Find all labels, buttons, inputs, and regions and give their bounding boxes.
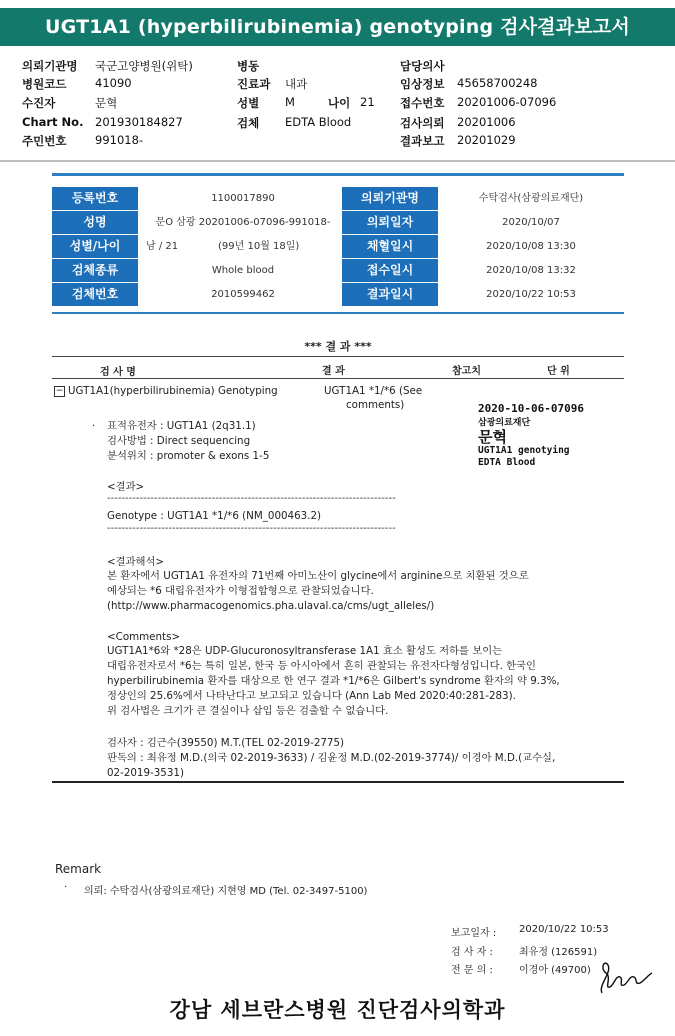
info-value: 2020/10/08 13:30: [486, 241, 576, 252]
info-value: (99년 10월 18일): [218, 241, 300, 252]
header-value: M: [285, 95, 295, 109]
header-value: 20201006-07096: [457, 95, 557, 109]
info-value: 문O 삼광 20201006-07096-991018-: [155, 217, 331, 228]
report-date: 2020/10/22 10:53: [519, 924, 609, 935]
info-value: 남 / 21: [146, 241, 179, 252]
result-heading: <결과>: [107, 481, 145, 493]
report-date-label: 보고일자 :: [451, 928, 497, 939]
header-label: 병동: [237, 59, 260, 73]
header-label: 성별: [237, 96, 260, 110]
info-value: 2020/10/22 10:53: [486, 289, 576, 300]
interpretation-heading: <결과해석>: [107, 556, 165, 568]
header-label: 결과보고: [400, 134, 445, 148]
remark-text: 의뢰: 수탁검사(삼광의료재단) 지현영 MD (Tel. 02-3497-5100): [84, 886, 368, 897]
result-value: UGT1A1 *1/*6 (See: [324, 385, 423, 397]
report-title: UGT1A1 (hyperbilirubinemia) genotyping 검사결과보고서: [0, 8, 675, 46]
result-value: comments): [346, 399, 405, 411]
interpretation-line: (http://www.pharmacogenomics.pha.ulaval.ca/cms/ugt_alleles/): [107, 600, 435, 612]
info-value: 2010599462: [211, 289, 275, 300]
reader-line: 02-2019-3531): [107, 767, 184, 779]
col-header-unit: 단 위: [547, 366, 570, 377]
info-value: 2020/10/07: [502, 217, 560, 228]
header-label: 검사의뢰: [400, 116, 445, 130]
results-rule: [52, 378, 624, 379]
table-bottom-rule: [52, 312, 624, 314]
comment-line: hyperbilirubinemia 환자를 대상으로 한 연구 결과 *1/*6은 Gilbert's syndrome 환자의 약 9.3%,: [107, 675, 560, 687]
info-label: 접수일시: [342, 259, 438, 282]
header-value: 41090: [95, 76, 132, 90]
info-value: 2020/10/08 13:32: [486, 265, 576, 276]
info-label: 검체번호: [52, 283, 138, 306]
comments-heading: <Comments>: [107, 631, 181, 643]
comment-line: 위 검사법은 크기가 큰 결실이나 삽입 등은 검출할 수 없습니다.: [107, 705, 389, 717]
header-value: 45658700248: [457, 76, 538, 90]
info-value: 1100017890: [211, 193, 275, 204]
col-header-test: 검 사 명: [100, 367, 136, 378]
col-header-result: 결 과: [322, 366, 345, 377]
header-value: 20201029: [457, 133, 516, 147]
results-rule: [52, 356, 624, 357]
comment-line: 대립유전자로서 *6는 특히 일본, 한국 등 아시아에서 흔히 관찰되는 유전자다형성입니다. 한국인: [107, 660, 536, 672]
method: 검사방법 : Direct sequencing: [107, 435, 251, 447]
divider: --------------------------------------------------------------------------------: [107, 523, 396, 534]
target-gene: 표적유전자 : UGT1A1 (2q31.1): [107, 420, 256, 432]
info-label: 채혈일시: [342, 235, 438, 258]
patient-info-table: [52, 183, 624, 310]
specialist-name: 이경아 (49700): [519, 965, 591, 976]
info-label: 결과일시: [342, 283, 438, 306]
info-label: 의뢰일자: [342, 211, 438, 234]
header-value: 내과: [285, 77, 308, 91]
remark-title: Remark: [55, 862, 102, 876]
reader-line: 판독의 : 최유정 M.D.(의국 02-2019-3633) / 김윤정 M.D.(02-2019-3774)/ 이경아 M.D.(교수실,: [107, 752, 556, 764]
header-value: 20201006: [457, 115, 516, 129]
header-divider: [0, 160, 675, 162]
header-label: 담당의사: [400, 59, 445, 73]
info-label: 의뢰기관명: [342, 187, 438, 210]
institution-name: 강남 세브란스병원 진단검사의학과: [169, 998, 506, 1022]
header-label: 병원코드: [22, 77, 67, 91]
header-value: 991018-: [95, 133, 144, 147]
stamp-specimen: EDTA Blood: [478, 457, 536, 468]
header-label: 주민번호: [22, 134, 67, 148]
stamp-test: UGT1A1 genotying: [478, 445, 570, 456]
header-label: 나이: [328, 96, 351, 110]
tester-label: 검 사 자 :: [451, 947, 493, 958]
tester-line: 검사자 : 김근수(39550) M.T.(TEL 02-2019-2775): [107, 737, 345, 749]
header-value: EDTA Blood: [285, 115, 352, 129]
header-label: 진료과: [237, 77, 271, 91]
stamp-id: 2020-10-06-07096: [478, 402, 584, 415]
divider: --------------------------------------------------------------------------------: [107, 493, 396, 504]
header-label: 수진자: [22, 96, 56, 110]
collapse-icon: −: [55, 386, 64, 396]
header-value: 201930184827: [95, 115, 183, 129]
header-label: Chart No.: [22, 115, 84, 129]
results-title: *** 결 과 ***: [304, 340, 372, 353]
header-label: 의뢰기관명: [22, 59, 78, 73]
header-value: 문혁: [95, 96, 118, 110]
analysis-region: 분석위치 : promoter & exons 1-5: [107, 450, 270, 462]
test-name: UGT1A1(hyperbilirubinemia) Genotyping: [68, 385, 278, 397]
interpretation-line: 본 환자에서 UGT1A1 유전자의 71번째 아미노산이 glycine에서 arginine으로 치환된 것으로: [107, 570, 529, 582]
info-value: Whole blood: [211, 265, 275, 276]
header-info: [0, 52, 675, 160]
stamp-org: 삼광의료재단: [478, 418, 531, 428]
stamp-name: 문혁: [478, 428, 507, 446]
specialist-label: 전 문 의 :: [451, 965, 493, 976]
header-label: 접수번호: [400, 96, 445, 110]
info-value: 수탁검사(삼광의료재단): [478, 193, 584, 204]
results-bottom-rule: [52, 781, 624, 783]
info-label: 성별/나이: [52, 235, 138, 258]
header-value: 21: [360, 95, 375, 109]
info-label: 등록번호: [52, 187, 138, 210]
comment-line: UGT1A1*6와 *28은 UDP-Glucuronosyltransferase 1A1 효소 활성도 저하를 보이는: [107, 645, 503, 657]
table-top-rule: [52, 173, 624, 176]
header-label: 검체: [237, 116, 260, 130]
info-label: 검체종류: [52, 259, 138, 282]
tester-name: 최유정 (126591): [519, 947, 598, 958]
genotype: Genotype : UGT1A1 *1/*6 (NM_000463.2): [107, 510, 322, 522]
interpretation-line: 예상되는 *6 대립유전자가 이형접합형으로 관찰되었습니다.: [107, 585, 374, 597]
comment-line: 정상인의 25.6%에서 나타난다고 보고되고 있습니다 (Ann Lab Med 2020:40:281-283).: [107, 690, 516, 702]
info-label: 성명: [52, 211, 138, 234]
header-label: 임상정보: [400, 77, 445, 91]
header-value: 국군고양병원(위탁): [95, 59, 193, 73]
col-header-ref: 참고치: [452, 366, 481, 377]
